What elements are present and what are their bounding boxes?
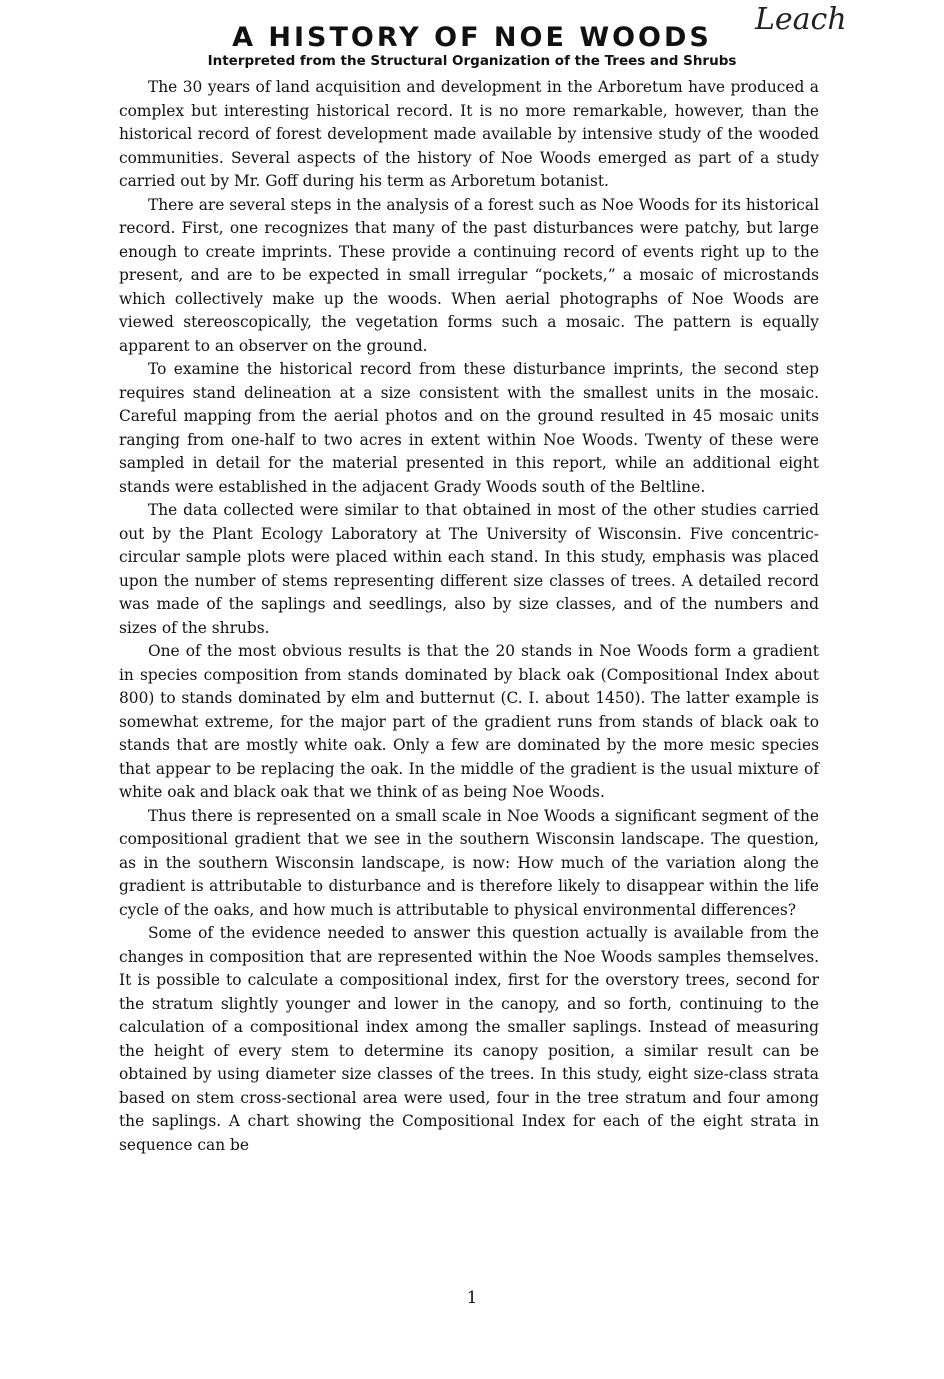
paragraph-7: Some of the evidence needed to answer this question actually is available from the changes in composition that are represented within the Noe Woods samples themselves. It is possible to calculate a compositional index, first for the overstory trees, second for the stratum slightly younger and lower in the canopy, and so forth, continuing to the calculation of a compositional index among the smaller saplings. Instead of measuring the height of every stem to determine its canopy position, a similar result can be obtained by using diameter size classes of the trees. In this study, eight size-class strata based on stem cross-sectional area were used, four in the tree stratum and four among the saplings. A chart showing the Compositional Index for each of the eight strata in sequence can be	[119, 924, 819, 1154]
paragraph-6: Thus there is represented on a small scale in Noe Woods a significant segment of the compositional gradient that we see in the southern Wisconsin landscape. The question, as in the southern Wisconsin landscape, is now: How much of the variation along the gradient is attributable to disturbance and is therefore likely to disappear within the life cycle of the oaks, and how much is attributable to physical environmental differences?	[119, 806, 819, 919]
paragraph-2: There are several steps in the analysis of a forest such as Noe Woods for its historical record. First, one recognizes that many of the past disturbances were patchy, but large enough to create imprints. These provide a continuing record of events right up to the present, and are to be expected in small irregular “pockets,” a mosaic of microstands which collectively make up the woods. When aerial photographs of Noe Woods are viewed stereoscopically, the vegetation forms such a mosaic. The pattern is equally apparent to an observer on the ground.	[119, 195, 819, 355]
page-number: 1	[466, 1288, 478, 1308]
handwritten-signature: Leach	[755, 2, 847, 37]
paragraph-1: The 30 years of land acquisition and development in the Arboretum have produced a complex but interesting historical record. It is no more remarkable, however, than the historical record of forest development made available by intensive study of the wooded communities. Several aspects of the history of Noe Woods emerged as part of a study carried out by Mr. Goff during his term as Arboretum botanist.	[119, 78, 819, 190]
paragraph-3: To examine the historical record from these disturbance imprints, the second step requires stand delineation at a size consistent with the smallest units in the mosaic. Careful mapping from the aerial photos and on the ground resulted in 45 mosaic units ranging from one-half to two acres in extent within Noe Woods. Twenty of these were sampled in detail for the material presented in this report, while an additional eight stands were established in the adjacent Grady Woods south of the Beltline.	[119, 360, 819, 496]
paragraph-4: The data collected were similar to that obtained in most of the other studies carried out by the Plant Ecology Laboratory at The University of Wisconsin. Five concentric-circular sample plots were placed within each stand. In this study, emphasis was placed upon the number of stems representing different size classes of trees. A detailed record was made of the saplings and seedlings, also by size classes, and of the numbers and sizes of the shrubs.	[119, 501, 819, 637]
page-subtitle: Interpreted from the Structural Organization of the Trees and Shrubs	[207, 53, 737, 69]
page-title: A HISTORY OF NOE WOODS	[232, 22, 712, 53]
article-body	[119, 76, 819, 1157]
paragraph-5: One of the most obvious results is that the 20 stands in Noe Woods form a gradient in species composition from stands dominated by black oak (Compositional Index about 800) to stands dominated by elm and butternut (C. I. about 1450). The latter example is somewhat extreme, for the major part of the gradient runs from stands of black oak to stands that are mostly white oak. Only a few are dominated by the more mesic species that appear to be replacing the oak. In the middle of the gradient is the usual mixture of white oak and black oak that we think of as being Noe Woods.	[119, 642, 819, 801]
